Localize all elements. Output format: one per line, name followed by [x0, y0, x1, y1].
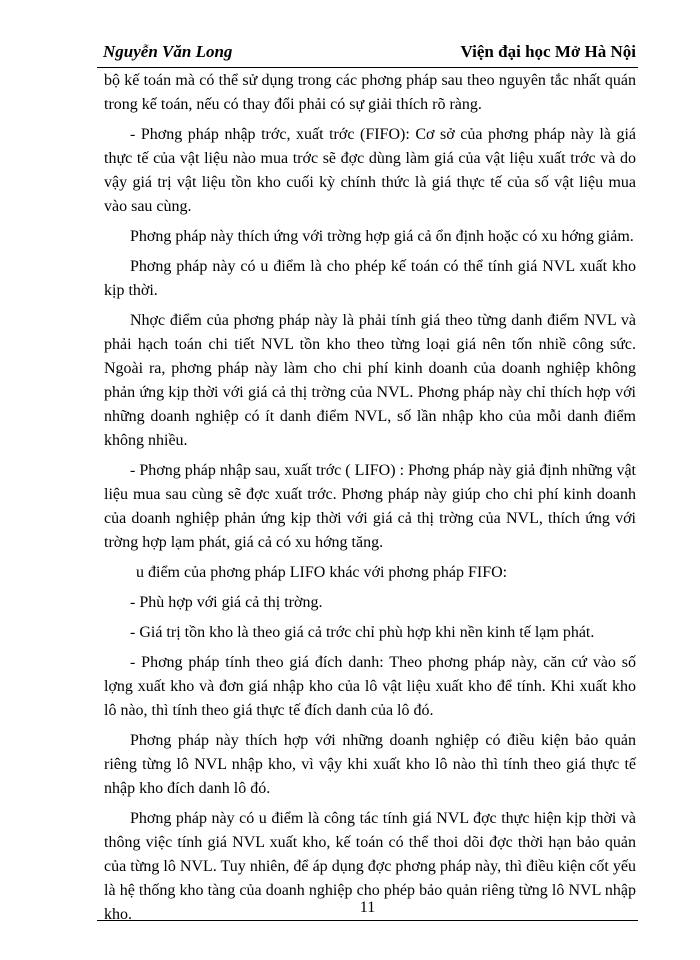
paragraph: Phơng pháp này có u điểm là công tác tính giá NVL đợc thực hiện kịp thời và thông việc tính giá NVL xuất kho, kế toán có thể thoi dõi đợc thời hạn bảo quản của từng lô NVL. Tuy nhiên, để áp dụng đợc phơng pháp này, thì điều kiện cốt yếu là hệ thống kho tàng của doanh nghiệp cho phép bảo quản riêng từng lô NVL nhập kho. [104, 810, 636, 923]
footer-rule [97, 920, 638, 921]
page-header [97, 40, 638, 68]
paragraph: - Phơng pháp nhập sau, xuất trớc ( LIFO) : Phơng pháp này giả định những vật liệu mua sau cùng sẽ đợc xuất trớc. Phơng pháp này giúp cho chi phí kinh doanh của doanh nghiệp phản ứng kịp thời với giá cả thị trờng của NVL, thích ứng với trờng hợp lạm phát, giá cả có xu hớng tăng. [104, 462, 636, 551]
paragraph: bộ kế toán mà có thể sử dụng trong các phơng pháp sau theo nguyên tắc nhất quán trong kế toán, nếu có thay đổi phải có sự giải thích rõ ràng. [104, 72, 636, 113]
page-footer [97, 898, 638, 922]
paragraph: Phơng pháp này có u điểm là cho phép kế toán có thể tính giá NVL xuất kho kịp thời. [104, 258, 636, 299]
paragraph: Phơng pháp này thích ứng với trờng hợp giá cả ổn định hoặc có xu hớng giảm. [130, 228, 634, 245]
header-rule [97, 67, 638, 68]
paragraph: Nhợc điểm của phơng pháp này là phải tính giá theo từng danh điểm NVL và phải hạch toán chi tiết NVL tồn kho theo từng loại giá nên tốn nhiề công sức. Ngoài ra, phơng pháp này làm cho chi phí kinh doanh của doanh nghiệp không phản ứng kịp thời với giá cả thị trờng của NVL. Phơng pháp này chỉ thích hợp với những doanh nghiệp có ít danh điểm NVL, số lần nhập kho của mỗi danh điểm không nhiều. [104, 312, 636, 449]
paragraph: - Giá trị tồn kho là theo giá cả trớc chỉ phù hợp khi nền kinh tế lạm phát. [130, 624, 595, 641]
paragraph: u điểm của phơng pháp LIFO khác với phơng pháp FIFO: [136, 564, 508, 581]
paragraph: - Phơng pháp tính theo giá đích danh: Theo phơng pháp này, căn cứ vào số lợng xuất kho và đơn giá nhập kho của lô vật liệu xuất kho để tính. Khi xuất kho lô nào, thì tính theo giá thực tế đích danh của lô đó. [104, 654, 636, 719]
header-author: Nguyễn Văn Long [103, 42, 233, 61]
paragraph: - Phơng pháp nhập trớc, xuất trớc (FIFO): Cơ sở của phơng pháp này là giá thực tế của vật liệu nào mua trớc sẽ đợc dùng làm giá của vật liệu xuất trớc và do vậy giá trị vật liệu tồn kho cuối kỳ chính thức là giá thực tế của số vật liệu mua vào sau cùng. [104, 126, 636, 215]
page-number: 11 [359, 899, 376, 916]
paragraph: - Phù hợp với giá cả thị trờng. [130, 594, 323, 611]
paragraph: Phơng pháp này thích hợp với những doanh nghiệp có điều kiện bảo quản riêng từng lô NVL nhập kho, vì vậy khi xuất kho lô nào thì tính theo giá thực tế nhập kho đích danh lô đó. [104, 732, 636, 797]
header-institution: Viện đại học Mở Hà Nội [460, 42, 636, 61]
document-body [104, 69, 636, 927]
